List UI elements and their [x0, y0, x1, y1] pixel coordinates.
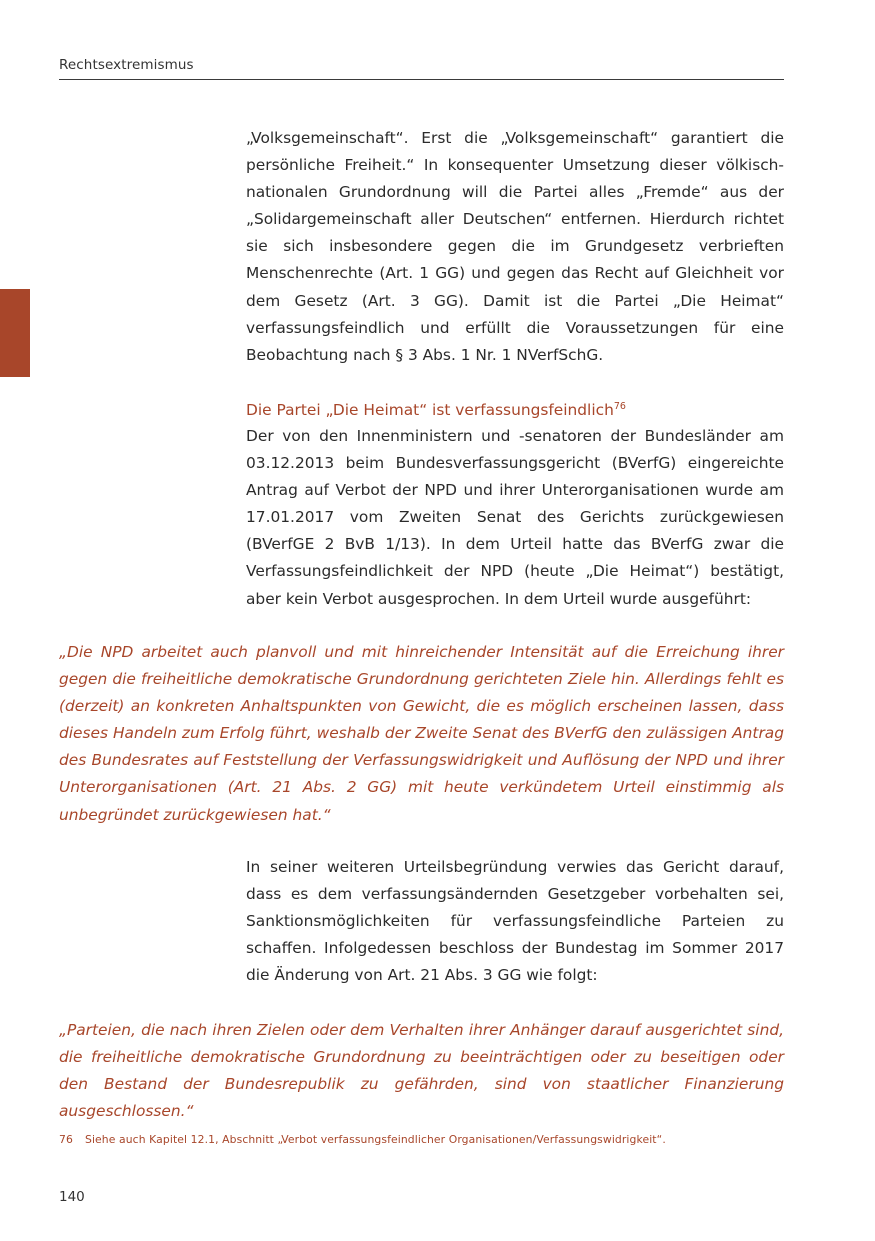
body-paragraph-1: „Volksgemeinschaft“. Erst die „Volksgemeinschaft“ garantiert die persönliche Freiheit.“ In konsequenter Umsetzung dieser völkisch-nationalen Grundordnung will die Partei alles „Fremde“ aus der „Solidargemeinschaft aller Deutschen“ entfernen. Hierdurch richtet sie sich insbesondere gegen die im Grundgesetz verbrieften Menschenrechte (Art. 1 GG) und gegen das Recht auf Gleichheit vor dem Gesetz (Art. 3 GG). Damit ist die Partei „Die Heimat“ verfassungsfeindlich und erfüllt die Voraussetzungen für eine Beobachtung nach § 3 Abs. 1 Nr. 1 NVerfSchG.: [246, 129, 784, 364]
chapter-tab-marker: [0, 289, 30, 377]
constitution-quote: „Parteien, die nach ihren Zielen oder dem Verhalten ihrer Anhänger darauf ausgerichtet sind, die freiheitliche demokratische Grundordnung zu beeinträchtigen oder zu beseitigen oder den Bestand der Bundesrepublik zu gefährden, sind von staatlicher Finanzierung ausgeschlossen.“: [59, 1021, 784, 1121]
footnote-text: Siehe auch Kapitel 12.1, Abschnitt „Verbot verfassungsfeindlicher Organisationen/Verfassungswidrigkeit“.: [85, 1133, 666, 1146]
body-paragraph-2: Der von den Innenministern und -senatoren der Bundesländer am 03.12.2013 beim Bundesverfassungsgericht (BVerfG) eingereichte Antrag auf Verbot der NPD und ihrer Unterorganisationen wurde am 17.01.2017 vom Zweiten Senat des Gerichts zurückgewiesen (BVerfGE 2 BvB 1/13). In dem Urteil hatte das BVerfG zwar die Verfassungsfeindlichkeit der NPD (heute „Die Heimat“) bestätigt, aber kein Verbot ausgesprochen. In dem Urteil wurde ausgeführt:: [246, 427, 784, 608]
footnote-number: 76: [59, 1133, 73, 1146]
body-paragraph-3: In seiner weiteren Urteilsbegründung verwies das Gericht darauf, dass es dem verfassungsändernden Gesetzgeber vorbehalten sei, Sanktionsmöglichkeiten für verfassungsfeindliche Parteien zu schaffen. Infolgedessen beschloss der Bundestag im Sommer 2017 die Änderung von Art. 21 Abs. 3 GG wie folgt:: [246, 858, 784, 985]
page-number: 140: [59, 1189, 85, 1205]
court-quote: „Die NPD arbeitet auch planvoll und mit hinreichender Intensität auf die Erreichung ihrer gegen die freiheitliche demokratische Grundordnung gerichteten Ziele hin. Allerdings fehlt es (derzeit) an konkreten Anhaltspunkten von Gewicht, die es möglich erscheinen lassen, dass dieses Handeln zum Erfolg führt, weshalb der Zweite Senat des BVerfG den zulässigen Antrag des Bundesrates auf Feststellung der Verfassungswidrigkeit und Auflösung der NPD und ihrer Unterorganisationen (Art. 21 Abs. 2 GG) mit heute verkündetem Urteil einstimmig als unbegründet zurückgewiesen hat.“: [59, 643, 784, 824]
header-divider: [59, 79, 784, 80]
footnote-reference: 76: [613, 401, 626, 412]
footnote: [59, 1133, 666, 1146]
section-subheading: [246, 397, 626, 424]
subheading-text: Die Partei „Die Heimat“ ist verfassungsfeindlich: [246, 401, 614, 419]
running-header: Rechtsextremismus: [59, 57, 194, 73]
